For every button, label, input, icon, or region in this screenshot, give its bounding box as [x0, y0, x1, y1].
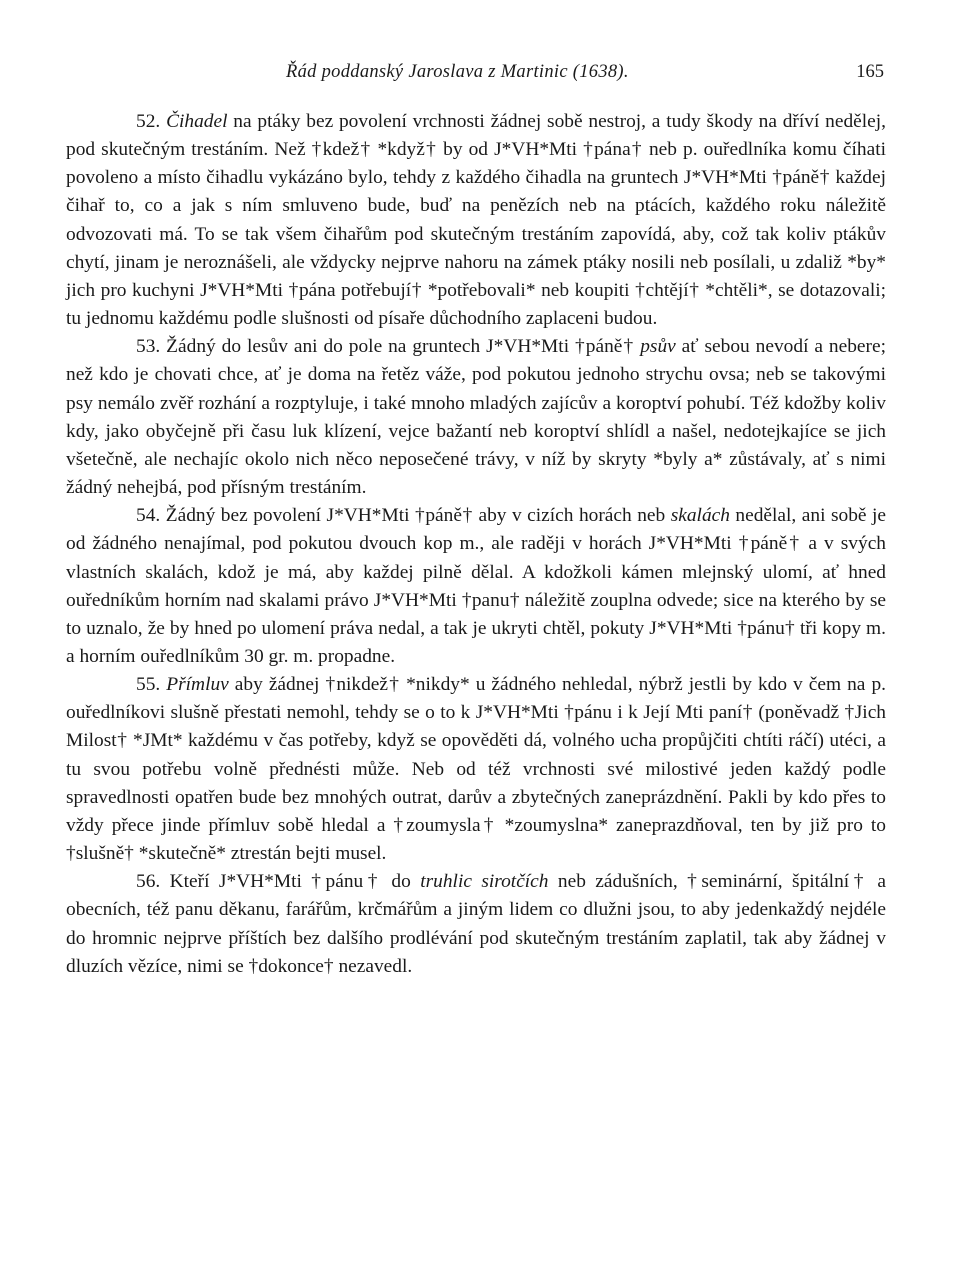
paragraph-text: aby žádnej †nikdež† *nikdy* u žádného nehledal, nýbrž jestli by kdo v čem na p. ouředlníkovi slušně přestati nemohl, tehdy se o to k J*VH*Mti †pánu i k Její Mti paní† (poněvadž †Jich Milost† *JMt* každému v čas potřeby, když se opověděti dá, volného ucha propůjčiti chtíti ráčí) utéci, a tu svou potřebu volně přednésti může. Neb od též vrchnosti své milostivé jeden každý podle spravedlnosti opatřen bude bez mnohých outrat, darův a zbytečných zaneprázdnění. Pakli by kdo přes to vždy přece jinde přímluv sobě hledal a †zoumysla† *zoumyslna* zaneprazdňoval, ten by již pro to †slušně† *skutečně* ztrestán bejti musel. [66, 674, 886, 865]
paragraph-emphasis: psův [640, 336, 676, 358]
paragraph-text: Žádný do lesův ani do pole na gruntech J*VH*Mti †páně† [160, 336, 641, 358]
paragraph-54 [66, 502, 886, 671]
paragraph-number: 52. [136, 111, 161, 132]
paragraph-text: Žádný bez povolení J*VH*Mti †páně† aby v cizích horách neb [160, 505, 671, 527]
paragraph-text: nedělal, ani sobě je od žádného nenajímal, pod pokutou dvouch kop m., ale raději v horách J*VH*Mti †páně† a v svých vlastních skalách, kdož je má, aby každej pilně dělal. A kdožkoli kámen mlejnský ulomí, ať hned ouředníkům horním nad skalami právo J*VH*Mti †panu† náležitě zouplna odvede; sice na kterého by se to uznalo, že by hned po ulomení práva nedal, a tak je ukryti chtěl, pokuty J*VH*Mti †pánu† tři kopy m. a horním ouředlníkům 30 gr. m. propadne. [66, 505, 886, 667]
running-title: Řád poddanský Jaroslava z Martinic (1638). [286, 62, 629, 82]
paragraph-text: Kteří J*VH*Mti †pánu† do [160, 871, 421, 893]
paragraph-56 [66, 868, 886, 981]
paragraph-emphasis: Čihadel [166, 111, 228, 132]
paragraph-emphasis: truhlic sirotčích [420, 871, 549, 893]
paragraph-number: 53. [136, 336, 161, 358]
paragraph-text: na ptáky bez povolení vrchnosti žádnej sobě nestroj, a tudy škody na dříví nedělej, pod skutečným trestáním. Než †kdež† *když† by od J*VH*Mti †pána† neb p. ouředlníka komu číhati povoleno a místo čihadlu vykázáno bylo, tehdy z každého čihadla na gruntech J*VH*Mti †páně† každej čihař to, co a jak s ním smluveno bude, buď na penězích neb na ptácích, každého roku náležitě odvozovati má. To se tak všem čihařům pod skutečným trestáním zapovídá, aby, což tak koliv ptákův chytí, jinam je neroznášeli, ale vždycky nejprve nahoru na zámek ptáky nosili neb posílali, u zdaliž *by* jich pro kuchyni J*VH*Mti †pána potřebují† *potřebovali* neb koupiti †chtějí† *chtěli*, se dotazovali; tu jednomu každému podle slušnosti od písaře důchodního zaplaceni budou. [66, 111, 886, 330]
paragraph-number: 56. [136, 871, 161, 893]
page-header [66, 58, 886, 92]
document-page [66, 58, 886, 981]
paragraph-55 [66, 671, 886, 868]
paragraph-53 [66, 333, 886, 502]
page-number: 165 [856, 62, 884, 82]
paragraph-number: 55. [136, 674, 161, 696]
paragraph-emphasis: Přímluv [166, 674, 229, 696]
paragraph-emphasis: skalách [670, 505, 730, 527]
body-text [66, 108, 886, 981]
paragraph-text: neb zádušních, †seminární, špitální† a obecních, též panu děkanu, farářům, krčmářům a jiným lidem co dlužni jsou, to aby jedenkaždý nejdéle do hromnic nejprve příštích bez dalšího prodlévání pod skutečným trestáním zaplatil, tak aby žádnej v dluzích vězíce, nimi se †dokonce† nezavedl. [66, 871, 886, 977]
paragraph-number: 54. [136, 505, 161, 527]
paragraph-text: ať sebou nevodí a nebere; než kdo je chovati chce, ať je doma na řetěz váže, pod pokutou jednoho strychu ovsa; neb se takovými psy nemálo zvěř rozhání a rozptyluje, i také mnoho mladých zajícův a koroptví pohubí. Též kdožby koliv kdy, jako obyčejně při času luk klízení, vejce bažantí neb koroptví shlídl a našel, nedotejkajíce se jich všetečně, ale nechajíc okolo nich něco neposečené trávy, v níž by skryty *byly a* zůstávaly, ať s nimi žádný nehejbá, pod přísným trestáním. [66, 336, 886, 499]
paragraph-52 [66, 108, 886, 333]
